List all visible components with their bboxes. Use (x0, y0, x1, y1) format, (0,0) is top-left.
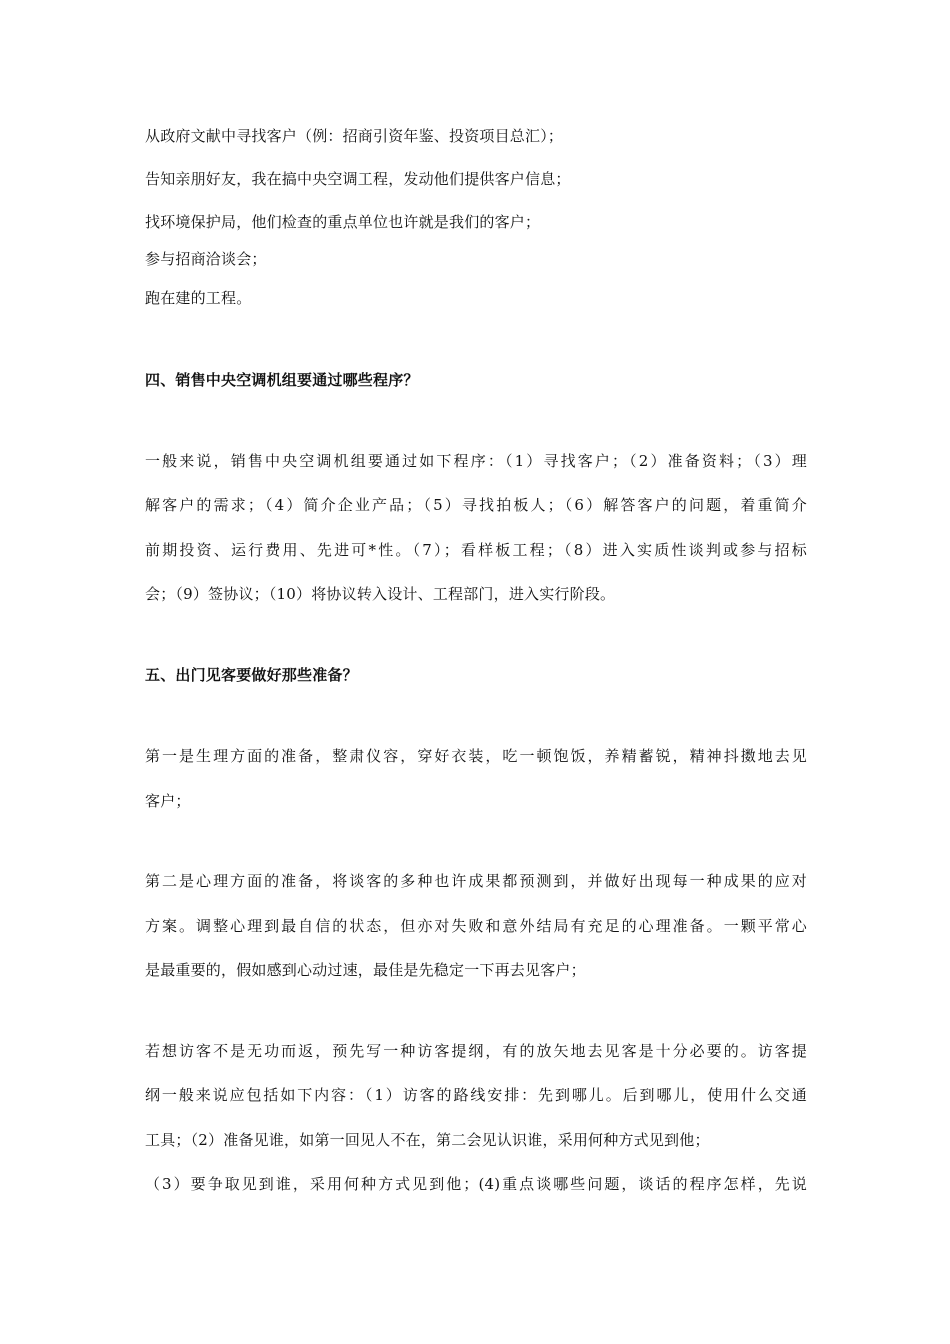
paragraph-line: 会；（9）签协议；（10）将协议转入设计、工程部门，进入实行阶段。 (145, 585, 616, 603)
paragraph-line: 方案。调整心理到最自信的状态，但亦对失败和意外结局有充足的心理准备。一颗平常心 (145, 917, 807, 935)
paragraph-line: 第一是生理方面的准备，整肃仪容，穿好衣装，吃一顿饱饭，养精蓄锐，精神抖擞地去见 (145, 747, 807, 765)
paragraph-line: 解客户的需求；（4）简介企业产品；（5）寻找拍板人；（6）解答客户的问题，着重简介 (145, 496, 807, 514)
section-heading: 四、销售中央空调机组要通过哪些程序？ (145, 371, 419, 389)
paragraph-line: 是最重要的，假如感到心动过速，最佳是先稳定一下再去见客户； (145, 961, 586, 979)
paragraph-line: 一般来说，销售中央空调机组要通过如下程序：（1）寻找客户；（2）准备资料；（3）理 (145, 452, 807, 470)
list-item: 参与招商洽谈会； (145, 250, 267, 268)
paragraph-line: 前期投资、运行费用、先进可*性。（7）；看样板工程；（8）进入实质性谈判或参与招标 (145, 541, 807, 559)
paragraph-line: 工具；（2）准备见谁，如第一回见人不在，第二会见认识谁，采用何种方式见到他； (145, 1131, 710, 1149)
list-item: 告知亲朋好友，我在搞中央空调工程，发动他们提供客户信息； (145, 170, 571, 188)
paragraph-line: 客户； (145, 792, 191, 810)
paragraph-line: 纲一般来说应包括如下内容：（1）访客的路线安排：先到哪儿。后到哪儿，使用什么交通 (145, 1086, 807, 1104)
paragraph-line: （3）要争取见到谁，采用何种方式见到他；(4)重点谈哪些问题，谈话的程序怎样，先说 (145, 1175, 807, 1193)
list-item: 从政府文献中寻找客户（例：招商引资年鉴、投资项目总汇）； (145, 127, 564, 145)
list-item: 跑在建的工程。 (145, 289, 252, 307)
paragraph-line: 若想访客不是无功而返，预先写一种访客提纲，有的放矢地去见客是十分必要的。访客提 (145, 1042, 807, 1060)
section-heading: 五、出门见客要做好那些准备？ (145, 666, 358, 684)
list-item: 找环境保护局，他们检查的重点单位也许就是我们的客户； (145, 213, 541, 231)
paragraph-line: 第二是心理方面的准备，将谈客的多种也许成果都预测到，并做好出现每一种成果的应对 (145, 872, 807, 890)
